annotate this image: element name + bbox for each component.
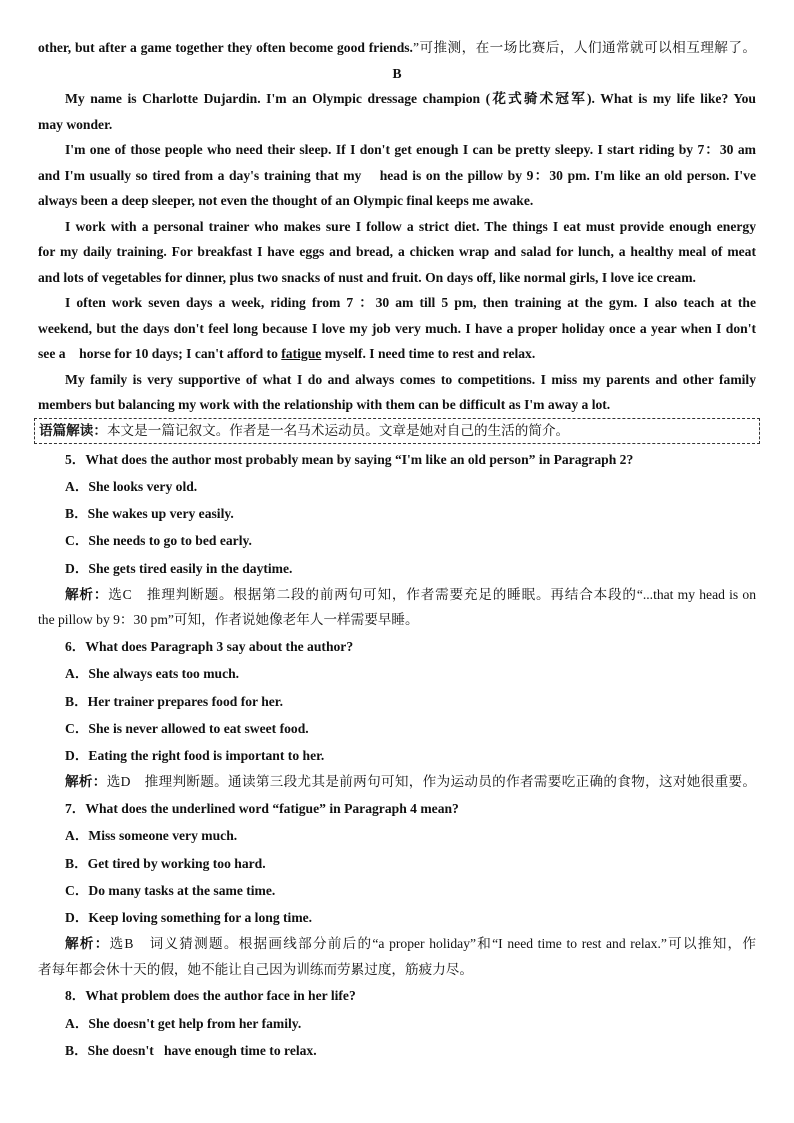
passage-line: My name is Charlotte Dujardin. I'm an Olympic dressage champion (花式骑术冠军). What is my life like? You xyxy=(65,91,756,106)
question-option: C．She is never allowed to eat sweet food. xyxy=(65,720,309,736)
question-option: D．Keep loving something for a long time. xyxy=(65,910,313,926)
analysis-label: 解析： xyxy=(65,774,107,790)
passage-line: may wonder. xyxy=(38,116,113,132)
question-option: D．Eating the right food is important to her. xyxy=(65,748,325,764)
question-option: A．She looks very old. xyxy=(65,478,198,494)
question-option: A．Miss someone very much. xyxy=(65,828,238,844)
summary-box xyxy=(34,418,760,444)
analysis-line: 者每年都会休十天的假，她不能让自己因为训练而劳累过度，筋疲力尽。 xyxy=(38,961,473,977)
analysis-label: 解析： xyxy=(65,936,110,952)
question-option: C．Do many tasks at the same time. xyxy=(65,882,276,898)
question-stem: 6．What does Paragraph 3 say about the author? xyxy=(65,638,354,654)
passage-line: always been a deep sleeper, not even the thought of an Olympic final keeps me awake. xyxy=(38,193,534,208)
analysis-line: the pillow by 9：30 pm”可知，作者说她像老年人一样需要早睡。 xyxy=(38,612,419,628)
passage-text: see a horse for 10 days; I can't afford to xyxy=(38,346,282,361)
summary-text: 本文是一篇记叙文。作者是一名马术运动员。文章是她对自己的生活的简介。 xyxy=(106,422,570,438)
carryover-line xyxy=(38,35,756,61)
carryover-chinese: ”可推测，在一场比赛后，人们通常就可以相互理解了。 xyxy=(412,40,756,55)
analysis-text: 选C 推理判断题。根据第二段的前两句可知，作者需要充足的睡眠。再结合本段的“...that my head is on xyxy=(108,586,757,602)
analysis-text: 选D 推理判断题。通读第三段尤其是前两句可知，作为运动员的作者需要吃正确的食物，这对她很重要。 xyxy=(106,774,756,790)
question-option: A．She doesn't get help from her family. xyxy=(65,1015,302,1031)
question-option: B．Get tired by working too hard. xyxy=(65,855,266,871)
passage-line: I work with a personal trainer who makes sure I follow a strict diet. The things I eat must provide enough energy xyxy=(65,218,756,234)
passage-line: weekend, but the days don't feel long because I love my job very much. I have a proper holiday once a year when I don't xyxy=(38,320,756,336)
carryover-english: other, but after a game together they often become good friends. xyxy=(38,40,413,55)
underlined-word-fatigue: fatigue xyxy=(281,346,322,361)
analysis-line xyxy=(38,769,756,795)
passage-line: and lots of vegetables for dinner, plus two snacks of nust and fruit. On days off, like normal girls, I love ice cream. xyxy=(38,269,696,285)
question-stem: 7．What does the underlined word “fatigue” in Paragraph 4 mean? xyxy=(65,800,459,816)
question-option: A．She always eats too much. xyxy=(65,666,240,682)
question-option: B．She doesn't have enough time to relax. xyxy=(65,1043,317,1059)
analysis-line xyxy=(38,931,756,957)
analysis-label: 解析： xyxy=(65,586,109,602)
passage-line: and I'm usually so tired from a day's training that my head is on the pillow by 9：30 pm. I'm like an old person. I've xyxy=(38,167,756,183)
passage-line: I often work seven days a week, riding from 7 ：30 am till 5 pm, then training at the gym. I also teach at the xyxy=(65,295,756,310)
document-page xyxy=(38,36,756,1064)
question-stem: 8．What problem does the author face in her life? xyxy=(65,988,356,1004)
summary-label: 语篇解读： xyxy=(39,422,107,438)
passage-line: for my daily training. For breakfast I have eggs and bread, a chicken wrap and salad for lunch, a healthy meal of meat xyxy=(38,244,756,259)
analysis-text: 选B 词义猜测题。根据画线部分前后的“a proper holiday”和“I need time to rest and relax.”可以推知，作 xyxy=(109,936,757,952)
question-option: C．She needs to go to bed early. xyxy=(65,533,252,549)
question-option: D．She gets tired easily in the daytime. xyxy=(65,560,293,576)
section-label: B xyxy=(392,65,402,81)
analysis-line xyxy=(38,582,756,608)
passage-line-with-underline xyxy=(38,341,756,367)
question-stem: 5．What does the author most probably mean by saying “I'm like an old person” in Paragraph 2? xyxy=(65,451,634,467)
question-option: B．She wakes up very easily. xyxy=(65,506,234,522)
passage-line: My family is very supportive of what I do and always comes to competitions. I miss my parents and other family xyxy=(65,371,756,387)
passage-line: I'm one of those people who need their sleep. If I don't get enough I can be pretty sleepy. I start riding by 7：30 am xyxy=(65,142,756,157)
question-option: B．Her trainer prepares food for her. xyxy=(65,693,283,709)
passage-line: members but balancing my work with the relationship with them can be difficult as I'm away a lot. xyxy=(38,397,611,412)
passage-text: myself. I need time to rest and relax. xyxy=(321,346,536,361)
